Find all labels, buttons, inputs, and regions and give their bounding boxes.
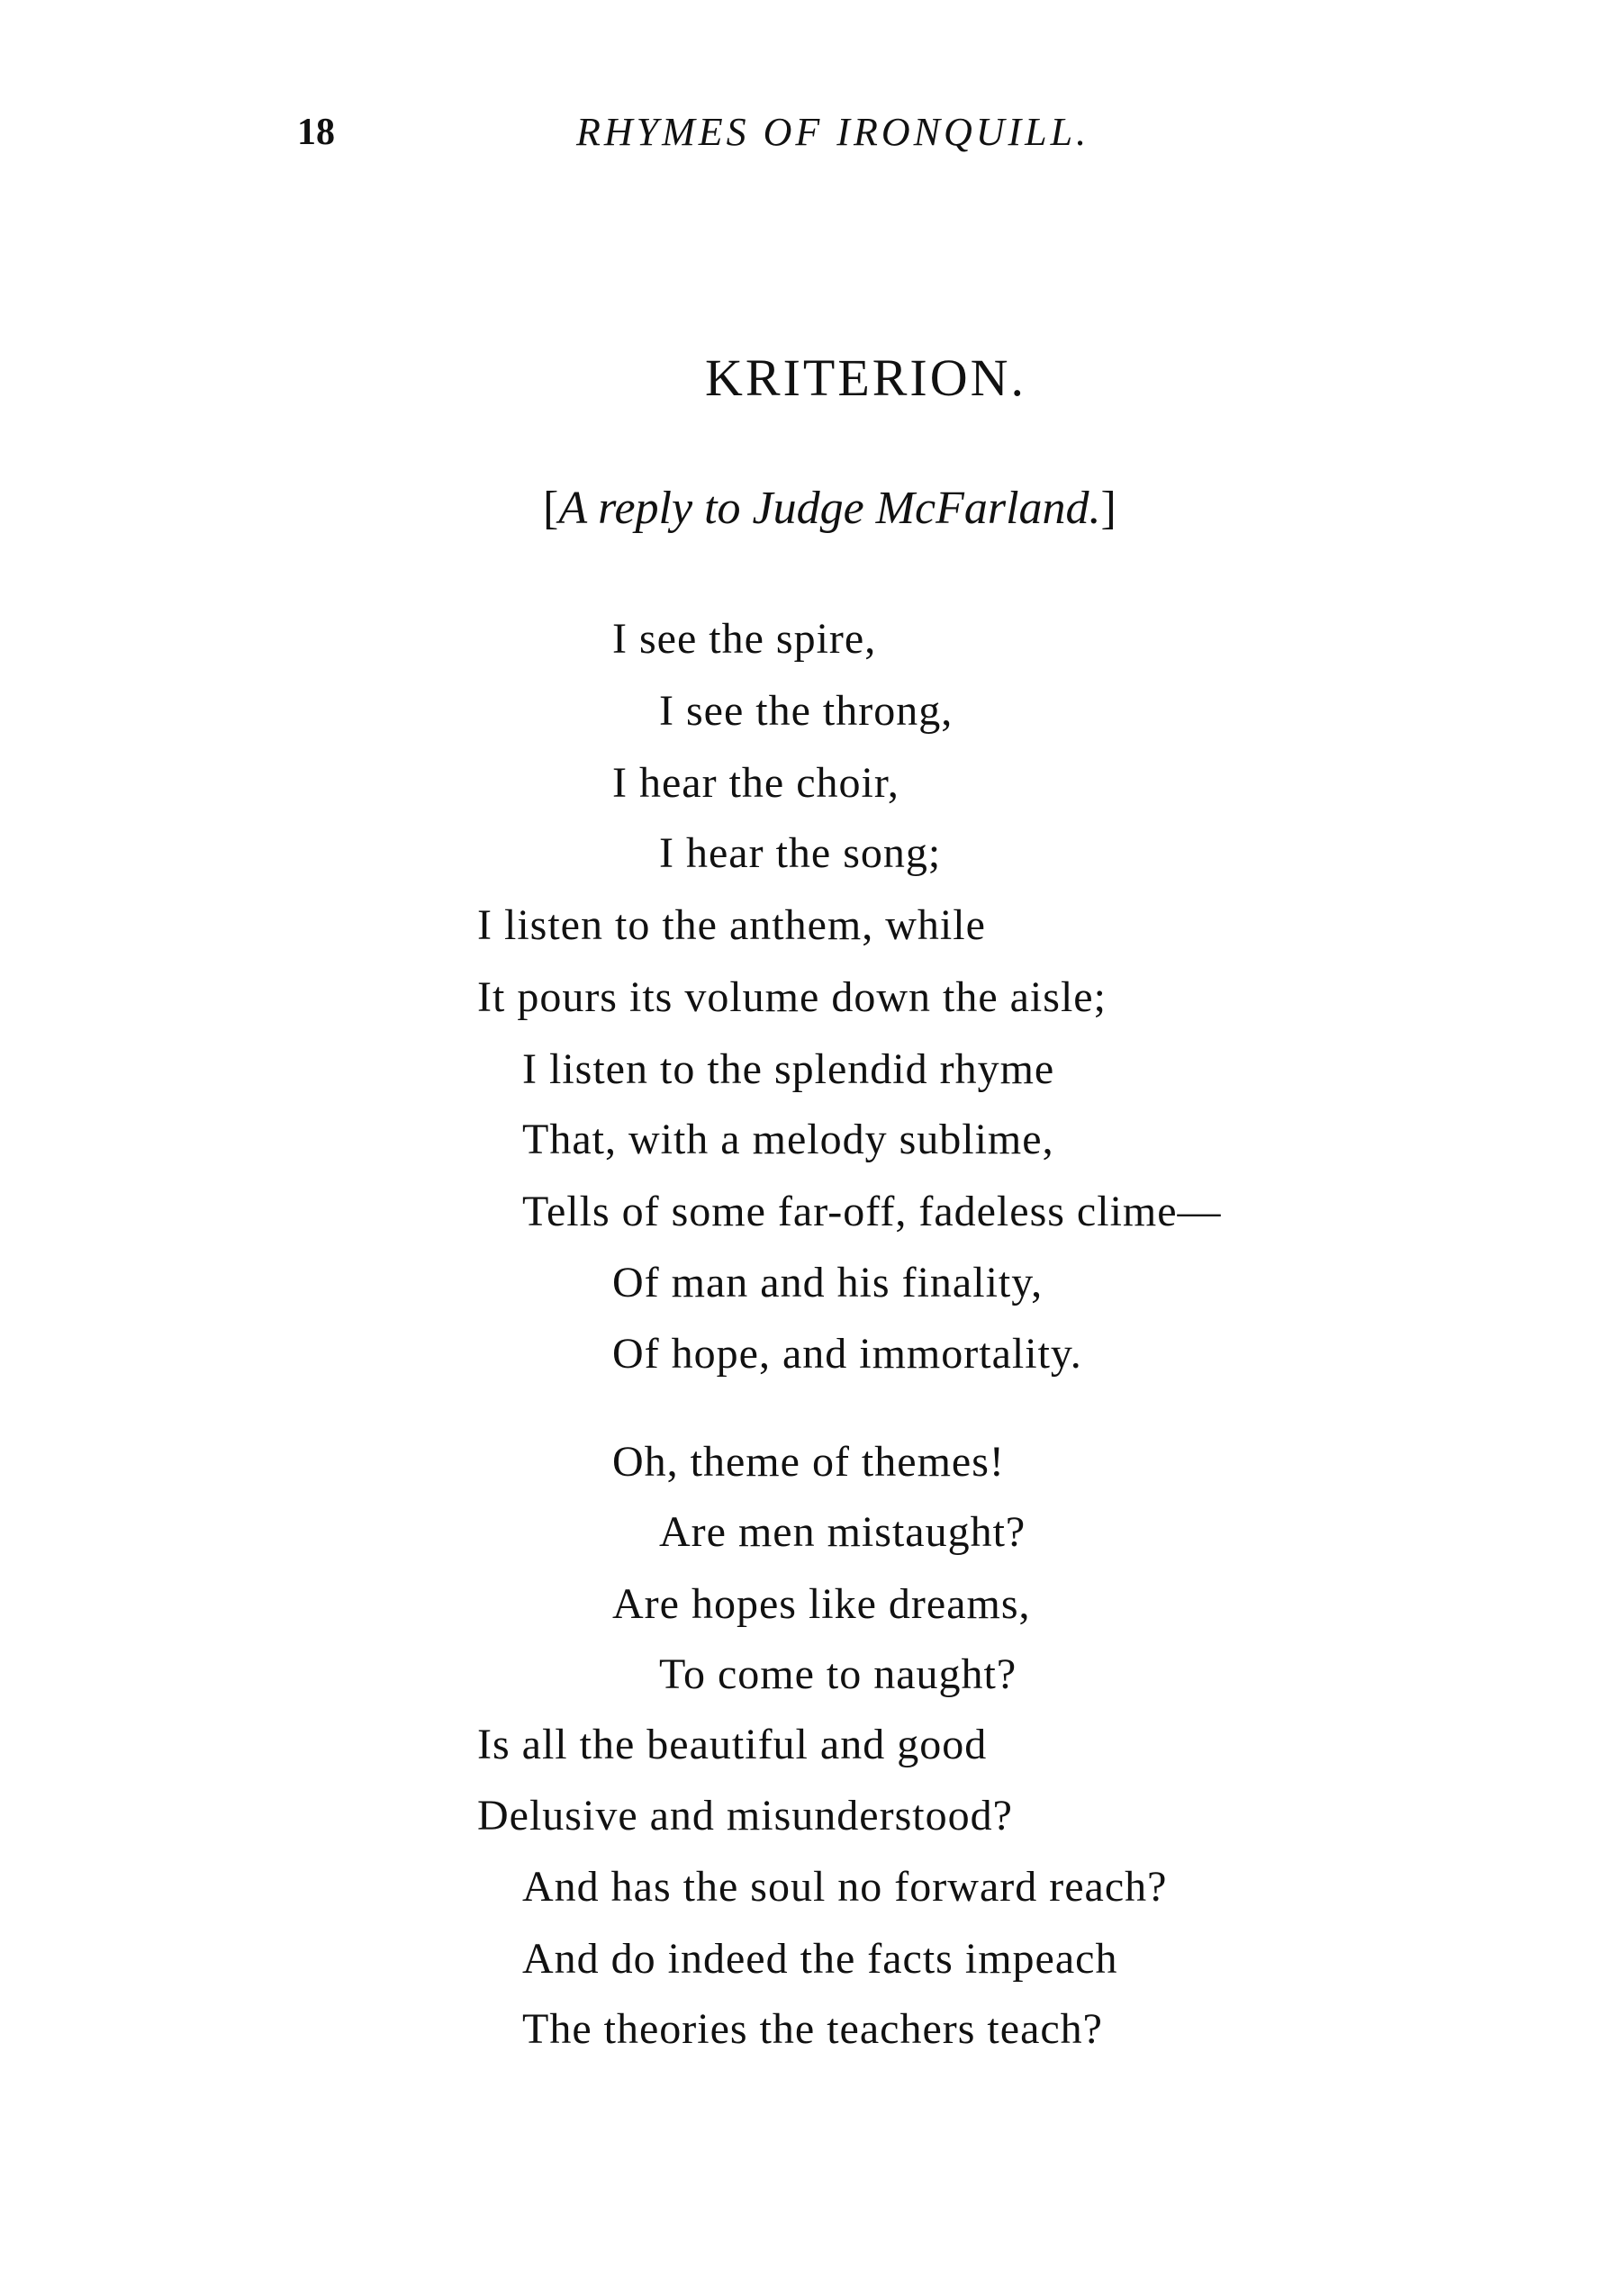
subtitle-text: A reply to Judge McFarland. [558, 483, 1101, 534]
poem-line: Tells of some far-off, fadeless clime— [522, 1188, 1222, 1235]
poem-line: To come to naught? [659, 1650, 1017, 1698]
poem-line: I see the throng, [659, 687, 954, 735]
poem-line: Are hopes like dreams, [612, 1580, 1031, 1628]
poem-line: Oh, theme of themes! [612, 1438, 1005, 1486]
poem-line: I see the spire, [612, 615, 877, 663]
running-title: RHYMES OF IRONQUILL. [576, 110, 1090, 154]
subtitle-open-bracket: [ [543, 483, 559, 534]
poem-line: Are men mistaught? [659, 1508, 1026, 1556]
poem-line: That, with a melody sublime, [522, 1116, 1054, 1163]
poem-line: Delusive and misunderstood? [477, 1792, 1013, 1840]
poem-line: Is all the beautiful and good [477, 1721, 988, 1768]
poem-line: Of hope, and immortality. [612, 1330, 1082, 1378]
page-number: 18 [297, 112, 335, 153]
poem-line: The theories the teachers teach? [522, 2005, 1103, 2053]
poem-line: I listen to the splendid rhyme [522, 1045, 1055, 1093]
poem-title: KRITERION. [705, 348, 1027, 407]
poem-line: It pours its volume down the aisle; [477, 973, 1107, 1021]
poem-line: Of man and his finality, [612, 1259, 1044, 1306]
poem-line: I listen to the anthem, while [477, 901, 986, 949]
poem-line: And do indeed the facts impeach [522, 1935, 1118, 1983]
subtitle-close-bracket: ] [1100, 483, 1116, 534]
poem-line: I hear the song; [659, 829, 942, 877]
poem-line: I hear the choir, [612, 759, 899, 807]
poem-line: And has the soul no forward reach? [522, 1863, 1168, 1911]
